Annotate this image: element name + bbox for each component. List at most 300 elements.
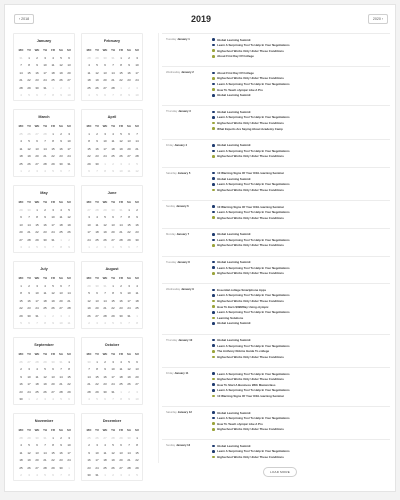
day-cell[interactable]: 16 bbox=[27, 298, 31, 303]
day-cell[interactable]: 29 bbox=[95, 56, 99, 60]
day-cell[interactable]: 5 bbox=[52, 169, 54, 173]
day-cell[interactable]: 31 bbox=[35, 313, 39, 318]
day-cell[interactable]: 1 bbox=[104, 161, 106, 166]
day-cell[interactable]: 7 bbox=[128, 321, 130, 325]
day-cell[interactable]: 3 bbox=[136, 389, 138, 394]
day-cell[interactable]: 4 bbox=[112, 245, 114, 249]
day-cell[interactable]: 4 bbox=[136, 284, 138, 288]
event-item[interactable] bbox=[212, 215, 284, 220]
day-cell[interactable]: 30 bbox=[87, 360, 91, 364]
day-cell[interactable]: 4 bbox=[88, 93, 90, 97]
day-cell[interactable]: 3 bbox=[44, 56, 46, 60]
day-cell[interactable]: 23 bbox=[27, 306, 31, 311]
day-cell[interactable]: 27 bbox=[135, 382, 139, 387]
day-cell[interactable]: 28 bbox=[87, 389, 91, 394]
day-cell[interactable]: 11 bbox=[43, 291, 47, 296]
day-cell[interactable]: 16 bbox=[19, 382, 23, 387]
day-cell[interactable]: 30 bbox=[119, 313, 123, 318]
day-cell[interactable]: 5 bbox=[28, 443, 30, 448]
day-cell[interactable]: 28 bbox=[19, 436, 23, 440]
day-cell[interactable]: 30 bbox=[59, 161, 63, 166]
day-cell[interactable]: 31 bbox=[103, 284, 107, 288]
day-cell[interactable]: 22 bbox=[95, 382, 99, 387]
day-cell[interactable]: 6 bbox=[60, 169, 62, 173]
event-item[interactable] bbox=[212, 154, 284, 159]
day-cell[interactable]: 2 bbox=[60, 85, 62, 90]
day-cell[interactable]: 2 bbox=[112, 473, 114, 477]
day-cell[interactable]: 5 bbox=[60, 56, 62, 60]
day-cell[interactable]: 5 bbox=[52, 284, 54, 288]
day-cell[interactable]: 17 bbox=[27, 382, 31, 387]
day-cell[interactable]: 27 bbox=[35, 465, 39, 470]
day-cell[interactable]: 10 bbox=[135, 63, 139, 68]
day-cell[interactable]: 8 bbox=[68, 473, 70, 477]
day-cell[interactable]: 14 bbox=[127, 450, 131, 455]
day-cell[interactable]: 17 bbox=[127, 298, 131, 303]
day-cell[interactable]: 28 bbox=[59, 389, 63, 394]
day-cell[interactable]: 5 bbox=[96, 93, 98, 97]
day-cell[interactable]: 5 bbox=[128, 360, 130, 364]
day-cell[interactable]: 25 bbox=[35, 389, 39, 394]
day-cell[interactable]: 8 bbox=[20, 291, 22, 296]
day-cell[interactable]: 11 bbox=[35, 374, 39, 379]
day-cell[interactable]: 23 bbox=[59, 154, 63, 159]
day-cell[interactable]: 20 bbox=[35, 458, 39, 463]
day-cell[interactable]: 28 bbox=[43, 161, 47, 166]
event-item[interactable] bbox=[212, 171, 284, 176]
day-cell[interactable]: 20 bbox=[95, 306, 99, 311]
day-cell[interactable]: 27 bbox=[27, 360, 31, 364]
day-cell[interactable]: 28 bbox=[111, 85, 115, 90]
day-cell[interactable]: 31 bbox=[43, 85, 47, 90]
day-cell[interactable]: 18 bbox=[135, 298, 139, 303]
day-cell[interactable]: 7 bbox=[88, 367, 90, 372]
day-cell[interactable]: 3 bbox=[68, 436, 70, 440]
day-cell[interactable]: 30 bbox=[43, 237, 47, 242]
day-cell[interactable]: 1 bbox=[60, 237, 62, 242]
day-cell[interactable]: 30 bbox=[103, 389, 107, 394]
day-cell[interactable]: 31 bbox=[127, 313, 131, 318]
day-cell[interactable]: 5 bbox=[104, 215, 106, 220]
day-cell[interactable]: 1 bbox=[28, 56, 30, 60]
day-cell[interactable]: 3 bbox=[28, 367, 30, 372]
day-cell[interactable]: 28 bbox=[119, 237, 123, 242]
day-cell[interactable]: 5 bbox=[44, 473, 46, 477]
day-cell[interactable]: 10 bbox=[87, 222, 91, 227]
day-cell[interactable]: 15 bbox=[35, 222, 39, 227]
day-cell[interactable]: 17 bbox=[51, 222, 55, 227]
day-cell[interactable]: 3 bbox=[128, 284, 130, 288]
event-item[interactable] bbox=[212, 115, 290, 120]
event-item[interactable] bbox=[212, 232, 251, 237]
day-cell[interactable]: 8 bbox=[96, 367, 98, 372]
day-cell[interactable]: 14 bbox=[19, 70, 23, 75]
day-cell[interactable]: 28 bbox=[43, 132, 47, 136]
day-cell[interactable]: 12 bbox=[43, 374, 47, 379]
event-item[interactable] bbox=[212, 210, 290, 215]
event-item[interactable] bbox=[212, 371, 290, 376]
day-cell[interactable]: 29 bbox=[135, 465, 139, 470]
day-cell[interactable]: 9 bbox=[112, 169, 114, 173]
day-cell[interactable]: 1 bbox=[104, 473, 106, 477]
day-cell[interactable]: 26 bbox=[27, 465, 31, 470]
day-cell[interactable]: 2 bbox=[112, 161, 114, 166]
event-item[interactable] bbox=[212, 338, 251, 343]
day-cell[interactable]: 15 bbox=[51, 146, 55, 151]
day-cell[interactable]: 27 bbox=[127, 154, 131, 159]
day-cell[interactable]: 27 bbox=[103, 436, 107, 440]
event-item[interactable] bbox=[212, 87, 263, 92]
day-cell[interactable]: 30 bbox=[103, 56, 107, 60]
day-cell[interactable]: 8 bbox=[52, 443, 54, 448]
day-cell[interactable]: 17 bbox=[67, 146, 71, 151]
day-cell[interactable]: 18 bbox=[19, 154, 23, 159]
day-cell[interactable]: 3 bbox=[136, 85, 138, 90]
event-item[interactable] bbox=[212, 82, 290, 87]
day-cell[interactable]: 7 bbox=[112, 63, 114, 68]
day-cell[interactable]: 16 bbox=[59, 146, 63, 151]
day-cell[interactable]: 29 bbox=[19, 208, 23, 212]
day-cell[interactable]: 20 bbox=[35, 154, 39, 159]
day-cell[interactable]: 3 bbox=[36, 284, 38, 288]
day-cell[interactable]: 7 bbox=[36, 321, 38, 325]
day-cell[interactable]: 8 bbox=[44, 321, 46, 325]
day-cell[interactable]: 10 bbox=[111, 367, 115, 372]
day-cell[interactable]: 27 bbox=[67, 78, 71, 83]
day-cell[interactable]: 12 bbox=[127, 367, 131, 372]
day-cell[interactable]: 11 bbox=[51, 63, 55, 68]
day-cell[interactable]: 20 bbox=[119, 458, 123, 463]
day-cell[interactable]: 7 bbox=[136, 245, 138, 249]
day-cell[interactable]: 4 bbox=[28, 245, 30, 249]
event-item[interactable] bbox=[212, 382, 275, 387]
day-cell[interactable]: 7 bbox=[112, 93, 114, 97]
day-cell[interactable]: 8 bbox=[36, 215, 38, 220]
day-cell[interactable]: 2 bbox=[104, 360, 106, 364]
day-cell[interactable]: 6 bbox=[68, 397, 70, 401]
day-cell[interactable]: 1 bbox=[88, 245, 90, 249]
day-cell[interactable]: 1 bbox=[68, 360, 70, 364]
day-cell[interactable]: 1 bbox=[68, 465, 70, 470]
day-cell[interactable]: 9 bbox=[28, 291, 30, 296]
day-cell[interactable]: 21 bbox=[27, 230, 31, 235]
day-cell[interactable]: 3 bbox=[20, 245, 22, 249]
day-cell[interactable]: 27 bbox=[51, 389, 55, 394]
day-cell[interactable]: 4 bbox=[104, 321, 106, 325]
day-cell[interactable]: 6 bbox=[136, 360, 138, 364]
day-cell[interactable]: 7 bbox=[44, 443, 46, 448]
day-cell[interactable]: 14 bbox=[87, 374, 91, 379]
day-cell[interactable]: 8 bbox=[28, 63, 30, 68]
day-cell[interactable]: 5 bbox=[120, 132, 122, 136]
day-cell[interactable]: 7 bbox=[68, 284, 70, 288]
day-cell[interactable]: 4 bbox=[112, 132, 114, 136]
day-cell[interactable]: 5 bbox=[28, 139, 30, 144]
day-cell[interactable]: 5 bbox=[112, 443, 114, 448]
day-cell[interactable]: 29 bbox=[111, 313, 115, 318]
day-cell[interactable]: 31 bbox=[43, 436, 47, 440]
day-cell[interactable]: 15 bbox=[111, 298, 115, 303]
day-cell[interactable]: 12 bbox=[135, 169, 139, 173]
day-cell[interactable]: 1 bbox=[120, 389, 122, 394]
day-cell[interactable]: 20 bbox=[135, 374, 139, 379]
day-cell[interactable]: 27 bbox=[111, 237, 115, 242]
day-cell[interactable]: 6 bbox=[96, 291, 98, 296]
day-cell[interactable]: 18 bbox=[43, 298, 47, 303]
day-cell[interactable]: 11 bbox=[59, 215, 63, 220]
day-cell[interactable]: 8 bbox=[120, 63, 122, 68]
day-cell[interactable]: 2 bbox=[44, 208, 46, 212]
day-cell[interactable]: 26 bbox=[19, 360, 23, 364]
day-cell[interactable]: 16 bbox=[127, 70, 131, 75]
day-cell[interactable]: 21 bbox=[135, 146, 139, 151]
day-cell[interactable]: 24 bbox=[51, 230, 55, 235]
day-cell[interactable]: 10 bbox=[51, 215, 55, 220]
day-cell[interactable]: 1 bbox=[96, 360, 98, 364]
event-item[interactable] bbox=[212, 343, 290, 348]
day-cell[interactable]: 9 bbox=[104, 367, 106, 372]
day-cell[interactable]: 25 bbox=[51, 78, 55, 83]
day-cell[interactable]: 12 bbox=[59, 63, 63, 68]
day-cell[interactable]: 18 bbox=[51, 70, 55, 75]
day-cell[interactable]: 4 bbox=[96, 215, 98, 220]
event-item[interactable] bbox=[212, 121, 284, 126]
day-cell[interactable]: 13 bbox=[59, 291, 63, 296]
day-cell[interactable]: 19 bbox=[59, 70, 63, 75]
day-cell[interactable]: 3 bbox=[104, 245, 106, 249]
day-cell[interactable]: 17 bbox=[43, 70, 47, 75]
day-cell[interactable]: 4 bbox=[20, 443, 22, 448]
event-item[interactable] bbox=[212, 148, 290, 153]
day-cell[interactable]: 2 bbox=[120, 284, 122, 288]
day-cell[interactable]: 20 bbox=[19, 230, 23, 235]
day-cell[interactable]: 4 bbox=[104, 443, 106, 448]
day-cell[interactable]: 17 bbox=[103, 146, 107, 151]
day-cell[interactable]: 14 bbox=[103, 298, 107, 303]
day-cell[interactable]: 14 bbox=[119, 222, 123, 227]
day-cell[interactable]: 30 bbox=[59, 465, 63, 470]
day-cell[interactable]: 4 bbox=[52, 397, 54, 401]
day-cell[interactable]: 7 bbox=[120, 215, 122, 220]
day-cell[interactable]: 10 bbox=[103, 139, 107, 144]
event-item[interactable] bbox=[212, 421, 263, 426]
day-cell[interactable]: 22 bbox=[111, 306, 115, 311]
day-cell[interactable]: 11 bbox=[19, 450, 23, 455]
day-cell[interactable]: 11 bbox=[135, 291, 139, 296]
day-cell[interactable]: 12 bbox=[119, 139, 123, 144]
day-cell[interactable]: 17 bbox=[87, 230, 91, 235]
day-cell[interactable]: 5 bbox=[28, 93, 30, 97]
day-cell[interactable]: 5 bbox=[36, 245, 38, 249]
day-cell[interactable]: 9 bbox=[52, 321, 54, 325]
day-cell[interactable]: 25 bbox=[135, 306, 139, 311]
day-cell[interactable]: 28 bbox=[67, 306, 71, 311]
day-cell[interactable]: 5 bbox=[60, 397, 62, 401]
day-cell[interactable]: 17 bbox=[35, 298, 39, 303]
day-cell[interactable]: 26 bbox=[119, 154, 123, 159]
day-cell[interactable]: 30 bbox=[19, 397, 23, 401]
day-cell[interactable]: 31 bbox=[95, 473, 99, 477]
day-cell[interactable]: 5 bbox=[96, 63, 98, 68]
day-cell[interactable]: 20 bbox=[51, 382, 55, 387]
day-cell[interactable]: 5 bbox=[88, 291, 90, 296]
day-cell[interactable]: 6 bbox=[104, 93, 106, 97]
day-cell[interactable]: 2 bbox=[20, 367, 22, 372]
day-cell[interactable]: 19 bbox=[87, 306, 91, 311]
day-cell[interactable]: 23 bbox=[19, 389, 23, 394]
day-cell[interactable]: 11 bbox=[119, 367, 123, 372]
day-cell[interactable]: 1 bbox=[28, 397, 30, 401]
day-cell[interactable]: 3 bbox=[68, 85, 70, 90]
event-item[interactable] bbox=[212, 377, 284, 382]
event-item[interactable] bbox=[212, 393, 284, 398]
day-cell[interactable]: 26 bbox=[111, 465, 115, 470]
day-cell[interactable]: 27 bbox=[103, 85, 107, 90]
day-cell[interactable]: 14 bbox=[111, 70, 115, 75]
day-cell[interactable]: 6 bbox=[112, 215, 114, 220]
day-cell[interactable]: 5 bbox=[68, 208, 70, 212]
day-cell[interactable]: 16 bbox=[103, 374, 107, 379]
event-item[interactable] bbox=[212, 443, 251, 448]
day-cell[interactable]: 28 bbox=[35, 360, 39, 364]
day-cell[interactable]: 5 bbox=[112, 321, 114, 325]
day-cell[interactable]: 8 bbox=[52, 93, 54, 97]
day-cell[interactable]: 8 bbox=[88, 139, 90, 144]
day-cell[interactable]: 2 bbox=[20, 473, 22, 477]
day-cell[interactable]: 7 bbox=[44, 139, 46, 144]
day-cell[interactable]: 6 bbox=[28, 321, 30, 325]
day-cell[interactable]: 6 bbox=[104, 63, 106, 68]
day-cell[interactable]: 16 bbox=[43, 222, 47, 227]
day-cell[interactable]: 9 bbox=[20, 374, 22, 379]
day-cell[interactable]: 3 bbox=[136, 56, 138, 60]
day-cell[interactable]: 10 bbox=[127, 291, 131, 296]
event-item[interactable] bbox=[212, 43, 290, 48]
day-cell[interactable]: 12 bbox=[51, 291, 55, 296]
day-cell[interactable]: 26 bbox=[95, 436, 99, 440]
day-cell[interactable]: 29 bbox=[87, 161, 91, 166]
day-cell[interactable]: 21 bbox=[43, 154, 47, 159]
day-cell[interactable]: 4 bbox=[44, 284, 46, 288]
day-cell[interactable]: 7 bbox=[44, 93, 46, 97]
day-cell[interactable]: 4 bbox=[120, 360, 122, 364]
day-cell[interactable]: 6 bbox=[52, 367, 54, 372]
day-cell[interactable]: 30 bbox=[127, 436, 131, 440]
day-cell[interactable]: 21 bbox=[87, 382, 91, 387]
day-cell[interactable]: 2 bbox=[96, 132, 98, 136]
day-cell[interactable]: 5 bbox=[136, 473, 138, 477]
day-cell[interactable]: 1 bbox=[112, 284, 114, 288]
day-cell[interactable]: 8 bbox=[120, 397, 122, 401]
day-cell[interactable]: 25 bbox=[59, 230, 63, 235]
day-cell[interactable]: 4 bbox=[52, 56, 54, 60]
day-cell[interactable]: 9 bbox=[136, 215, 138, 220]
day-cell[interactable]: 23 bbox=[103, 382, 107, 387]
day-cell[interactable]: 24 bbox=[67, 154, 71, 159]
day-cell[interactable]: 20 bbox=[111, 230, 115, 235]
day-cell[interactable]: 19 bbox=[51, 298, 55, 303]
day-cell[interactable]: 1 bbox=[36, 208, 38, 212]
day-cell[interactable]: 28 bbox=[135, 154, 139, 159]
day-cell[interactable]: 6 bbox=[68, 56, 70, 60]
day-cell[interactable]: 29 bbox=[51, 465, 55, 470]
day-cell[interactable]: 11 bbox=[67, 321, 71, 325]
day-cell[interactable]: 25 bbox=[43, 306, 47, 311]
day-cell[interactable]: 29 bbox=[127, 237, 131, 242]
day-cell[interactable]: 4 bbox=[36, 367, 38, 372]
day-cell[interactable]: 2 bbox=[88, 321, 90, 325]
day-cell[interactable]: 4 bbox=[60, 208, 62, 212]
day-cell[interactable]: 15 bbox=[127, 222, 131, 227]
day-cell[interactable]: 15 bbox=[51, 450, 55, 455]
day-cell[interactable]: 22 bbox=[127, 230, 131, 235]
day-cell[interactable]: 8 bbox=[68, 367, 70, 372]
day-cell[interactable]: 7 bbox=[28, 215, 30, 220]
day-cell[interactable]: 31 bbox=[111, 56, 115, 60]
day-cell[interactable]: 13 bbox=[111, 222, 115, 227]
day-cell[interactable]: 7 bbox=[20, 63, 22, 68]
day-cell[interactable]: 15 bbox=[95, 374, 99, 379]
day-cell[interactable]: 10 bbox=[59, 321, 63, 325]
day-cell[interactable]: 26 bbox=[27, 161, 31, 166]
day-cell[interactable]: 3 bbox=[88, 215, 90, 220]
day-cell[interactable]: 30 bbox=[35, 436, 39, 440]
day-cell[interactable]: 13 bbox=[67, 63, 71, 68]
day-cell[interactable]: 3 bbox=[112, 360, 114, 364]
day-cell[interactable]: 6 bbox=[20, 215, 22, 220]
day-cell[interactable]: 22 bbox=[35, 230, 39, 235]
event-item[interactable] bbox=[212, 243, 284, 248]
day-cell[interactable]: 9 bbox=[60, 139, 62, 144]
day-cell[interactable]: 25 bbox=[87, 85, 91, 90]
day-cell[interactable]: 4 bbox=[20, 139, 22, 144]
day-cell[interactable]: 15 bbox=[67, 374, 71, 379]
day-cell[interactable]: 5 bbox=[20, 321, 22, 325]
event-item[interactable] bbox=[212, 354, 284, 359]
day-cell[interactable]: 2 bbox=[88, 443, 90, 448]
day-cell[interactable]: 11 bbox=[19, 146, 23, 151]
day-cell[interactable]: 6 bbox=[120, 321, 122, 325]
day-cell[interactable]: 5 bbox=[96, 397, 98, 401]
day-cell[interactable]: 24 bbox=[95, 465, 99, 470]
day-cell[interactable]: 19 bbox=[27, 154, 31, 159]
day-cell[interactable]: 1 bbox=[20, 169, 22, 173]
day-cell[interactable]: 12 bbox=[95, 70, 99, 75]
event-item[interactable] bbox=[212, 304, 268, 309]
day-cell[interactable]: 17 bbox=[95, 458, 99, 463]
day-cell[interactable]: 6 bbox=[88, 169, 90, 173]
day-cell[interactable]: 25 bbox=[95, 237, 99, 242]
day-cell[interactable]: 16 bbox=[119, 298, 123, 303]
day-cell[interactable]: 23 bbox=[87, 465, 91, 470]
day-cell[interactable]: 10 bbox=[135, 93, 139, 97]
day-cell[interactable]: 31 bbox=[67, 161, 71, 166]
event-item[interactable] bbox=[212, 182, 290, 187]
event-item[interactable] bbox=[212, 388, 290, 393]
day-cell[interactable]: 14 bbox=[43, 146, 47, 151]
day-cell[interactable]: 4 bbox=[20, 93, 22, 97]
day-cell[interactable]: 12 bbox=[27, 450, 31, 455]
day-cell[interactable]: 29 bbox=[19, 313, 23, 318]
day-cell[interactable]: 11 bbox=[95, 222, 99, 227]
day-cell[interactable]: 6 bbox=[36, 93, 38, 97]
day-cell[interactable]: 1 bbox=[44, 313, 46, 318]
day-cell[interactable]: 4 bbox=[88, 397, 90, 401]
day-cell[interactable]: 9 bbox=[128, 397, 130, 401]
day-cell[interactable]: 7 bbox=[68, 169, 70, 173]
day-cell[interactable]: 19 bbox=[67, 222, 71, 227]
day-cell[interactable]: 20 bbox=[127, 146, 131, 151]
